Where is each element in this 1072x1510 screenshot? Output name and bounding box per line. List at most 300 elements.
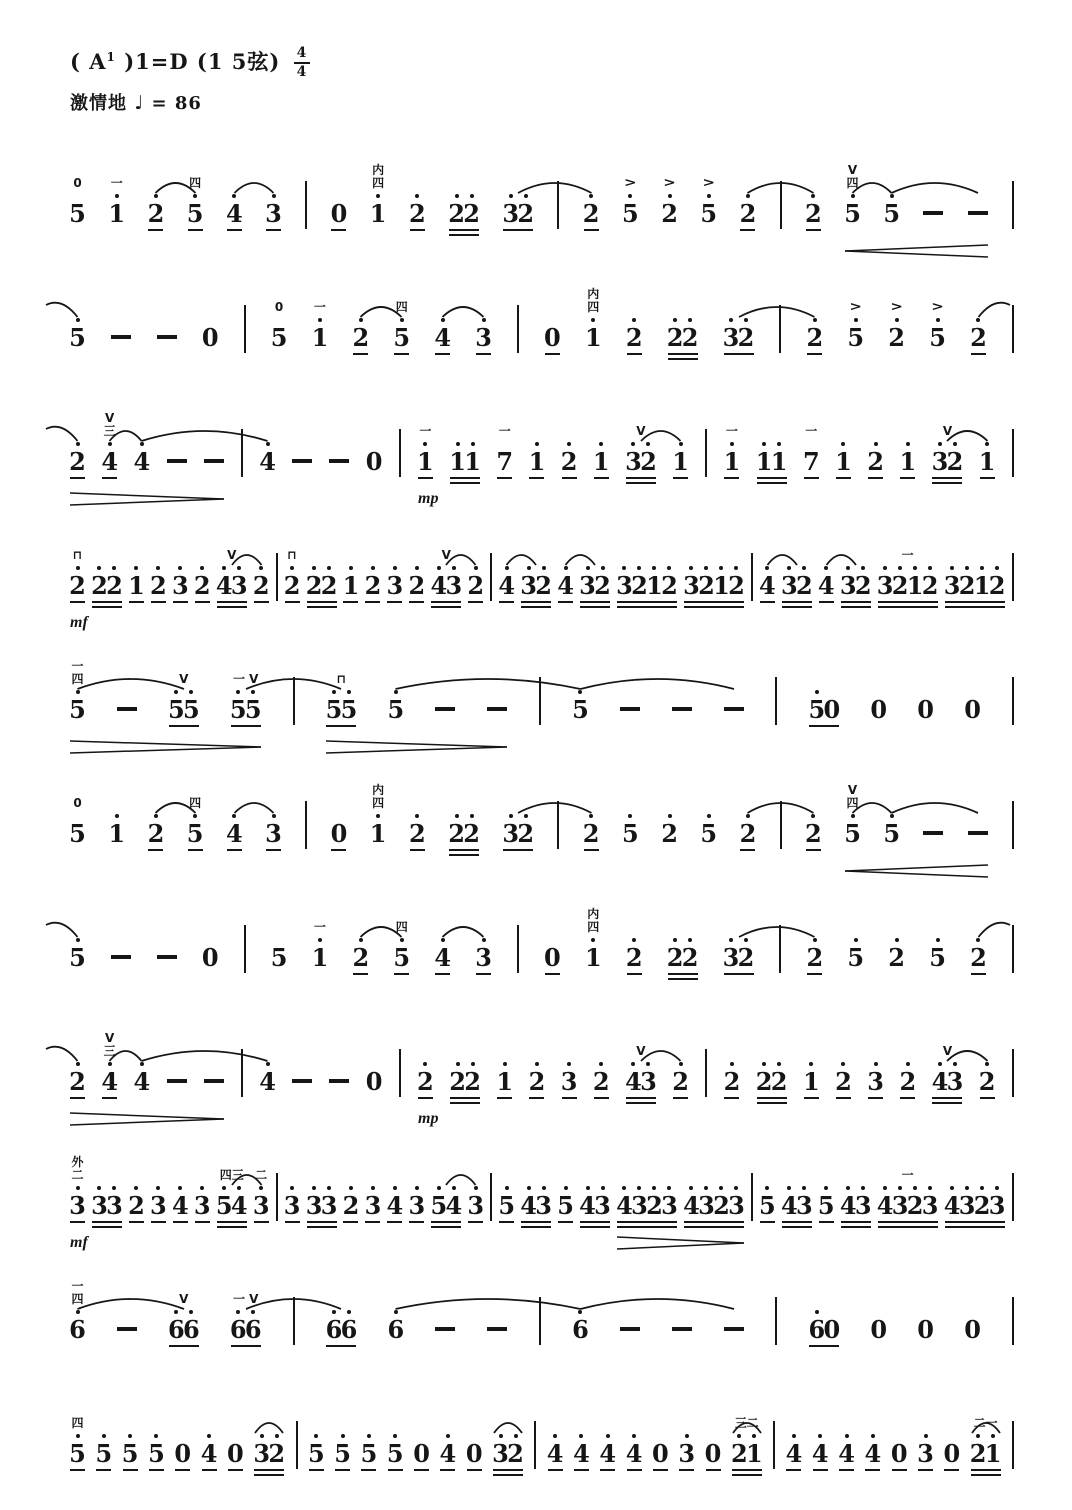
barline [1012, 1421, 1014, 1469]
decrescendo-hairpin [70, 493, 224, 499]
duration-dash [329, 1079, 349, 1083]
note-5: 5 [270, 943, 288, 973]
note-1: 1 [109, 811, 124, 859]
note-2: 2 [584, 811, 599, 859]
barline [1012, 1173, 1014, 1221]
bowing-fingering-annotation: V [441, 548, 451, 562]
dynamic-mf: mf [70, 1234, 88, 1252]
duration-dash [968, 831, 988, 835]
note-5: 5 [884, 811, 899, 859]
note-43: V 4 3 [932, 1045, 962, 1107]
duration-dash [292, 1079, 312, 1083]
bowing-fingering-annotation: 四 [395, 300, 408, 314]
note-66: V 6 6 [169, 1293, 199, 1355]
barline [490, 1173, 492, 1221]
note-21: 二一 2 1 [971, 1417, 1001, 1479]
barline [1012, 181, 1014, 229]
score-line-8 [69, 1013, 1014, 1128]
barline [539, 677, 541, 725]
barline [296, 1421, 298, 1469]
duration-dash [329, 459, 349, 463]
rest-0: 0 [467, 1431, 482, 1479]
bowing-fingering-annotation: V [942, 1044, 953, 1058]
note-5: 5 [149, 1431, 164, 1479]
decrescendo-hairpin [70, 499, 224, 505]
note-5: 四 5 [70, 1417, 85, 1479]
bowing-fingering-annotation: 一 [419, 424, 432, 438]
note-2: 2 [627, 315, 642, 363]
decrescendo-hairpin [617, 1243, 744, 1249]
note-4: 4 [440, 1431, 455, 1479]
bowing-fingering-annotation: 一 [110, 176, 123, 190]
barline [517, 305, 519, 353]
note-5: > 5 [700, 174, 718, 229]
score-line-1 [70, 145, 1014, 239]
note-22: 2 2 [450, 1059, 480, 1107]
barline [775, 677, 777, 725]
note-2: 2 [584, 191, 599, 239]
bowing-fingering-annotation: 二 [255, 1168, 268, 1182]
note-32: 3 2 [493, 1431, 523, 1479]
note-43: V 4 3 [217, 549, 247, 611]
note-22: 2 2 [92, 563, 122, 611]
barline [773, 1421, 775, 1469]
accent-mark: > [890, 298, 903, 314]
bowing-fingering-annotation: 内 四 [587, 286, 600, 314]
score-line-3 [69, 393, 1014, 508]
note-1: 一 1 [108, 176, 126, 229]
note-4: V 三 4 [102, 1032, 117, 1107]
note-4: 4 [574, 1431, 589, 1479]
note-4: 4 [627, 1431, 642, 1479]
duration-dash [487, 707, 507, 711]
note-5: 5 [701, 811, 716, 859]
note-3: 3 [151, 1183, 166, 1231]
bowing-fingering-annotation: 一 [805, 424, 818, 438]
bowing-fingering-annotation: 0 [73, 796, 82, 810]
rest-0: 0 [365, 1067, 383, 1097]
note-2: 2 [662, 811, 677, 859]
barline [534, 1421, 536, 1469]
note-4323: 4 3 2 3 [945, 1183, 1005, 1231]
rest-0: 0 [917, 1315, 934, 1345]
note-1: 内 四 1 [584, 906, 602, 973]
dynamic-mp: mp [418, 490, 439, 508]
barline [705, 1049, 707, 1097]
score [70, 145, 1014, 1479]
note-22: 2 2 [757, 1059, 787, 1107]
note-2: 2 [410, 191, 425, 239]
note-5: 5 [930, 935, 945, 983]
bowing-fingering-annotation: 一 [313, 300, 326, 314]
note-22: 2 2 [449, 811, 479, 859]
bowing-fingering-annotation: 四 [395, 920, 408, 934]
note-1: 1 [497, 1059, 512, 1107]
note-5: 5 [558, 1183, 573, 1231]
note-2: 2 [70, 439, 85, 487]
note-32: 3 2 [254, 1431, 284, 1479]
bowing-fingering-annotation: 0 [274, 300, 284, 314]
bowing-fingering-annotation: 一 [313, 920, 326, 934]
score-line-2 [70, 269, 1014, 363]
note-6: 6 [573, 1307, 588, 1355]
note-2: > 2 [888, 298, 905, 353]
note-4: 4 [134, 1059, 149, 1107]
note-55: V 5 5 [169, 673, 199, 735]
barline [539, 1297, 541, 1345]
barline [293, 677, 295, 725]
bowing-fingering-annotation: 二一 [973, 1416, 998, 1430]
decrescendo-hairpin [70, 747, 261, 753]
duration-dash [111, 335, 131, 339]
bowing-fingering-annotation: V [179, 1292, 189, 1306]
note-3: 3 [285, 1183, 300, 1231]
note-5: > 5 [847, 298, 865, 353]
bowing-fingering-annotation: 一 四 [71, 1278, 84, 1306]
note-43: V 4 3 [431, 549, 461, 611]
slur-tie-arc [396, 679, 581, 689]
note-2: 2 [806, 191, 821, 239]
rest-0: 0 [545, 935, 560, 983]
note-2: 2 [806, 811, 821, 859]
note-4323: 4 3 2 3 [617, 1183, 677, 1231]
rest-0: 0 [228, 1431, 243, 1479]
note-33: 3 3 [307, 1183, 337, 1231]
note-3212: 一 3 2 1 2 [878, 549, 938, 611]
duration-dash [435, 1327, 455, 1331]
note-60: 6 0 [809, 1307, 839, 1355]
rest-0: 0 [175, 1431, 190, 1479]
bowing-fingering-annotation: V 四 [846, 782, 859, 810]
note-5: 5 [309, 1431, 324, 1479]
barline [276, 553, 278, 601]
note-5: 四 5 [394, 921, 409, 983]
time-signature-numerator: 4 [294, 46, 311, 64]
note-5: 四 5 [394, 301, 409, 363]
note-3: 二 3 [254, 1169, 269, 1231]
note-4: 4 [227, 191, 242, 239]
barline [705, 429, 707, 477]
barline [557, 181, 559, 229]
bowing-fingering-annotation: V [179, 672, 189, 686]
barline [244, 925, 246, 973]
note-2: ⊓ 2 [70, 549, 85, 611]
note-2: 2 [980, 1059, 995, 1107]
note-2: 2 [468, 563, 483, 611]
duration-dash [923, 831, 943, 835]
note-43: V 4 3 [626, 1045, 656, 1107]
note-2: 2 [807, 315, 822, 363]
note-1: 内 四 1 [369, 162, 387, 229]
note-3: 外 二 3 [70, 1156, 85, 1231]
decrescendo-hairpin [70, 1113, 224, 1119]
note-4: 4 [819, 563, 834, 611]
decrescendo-hairpin [70, 1119, 224, 1125]
accent-mark: > [931, 298, 944, 314]
score-line-11 [70, 1385, 1014, 1479]
score-line-6 [70, 765, 1014, 859]
note-2: 2 [151, 563, 166, 611]
rest-0: 0 [331, 191, 346, 239]
accent-mark: > [663, 174, 676, 190]
rest-0: 0 [201, 943, 219, 973]
barline [305, 801, 307, 849]
tempo-marking [70, 89, 1014, 115]
slur-tie-arc [396, 1299, 581, 1309]
duration-dash [620, 707, 640, 711]
note-1: 1 [343, 563, 358, 611]
note-2: 2 [562, 439, 577, 487]
note-5: 四 5 [188, 177, 203, 239]
key-text: )1=D (1 5弦) [115, 49, 281, 74]
note-5: 5 [623, 811, 638, 859]
note-5: 四 5 [188, 797, 203, 859]
barline [1012, 801, 1014, 849]
key-superscript: 1 [106, 50, 116, 64]
barline [557, 801, 559, 849]
barline [490, 553, 492, 601]
note-33: 3 3 [92, 1183, 122, 1231]
note-32: V 3 2 [626, 425, 656, 487]
crescendo-hairpin [845, 245, 988, 251]
note-3: 3 [476, 935, 491, 983]
rest-0: 0 [414, 1431, 429, 1479]
note-2: > 2 [661, 174, 678, 229]
note-4: 4 [548, 1431, 563, 1479]
note-5: 5 [848, 935, 863, 983]
bowing-fingering-annotation: 一 V [232, 1292, 259, 1306]
bowing-fingering-annotation: ⊓ [336, 672, 347, 686]
duration-dash [672, 707, 692, 711]
note-1: 内 四 1 [584, 286, 602, 353]
note-3: 3 [387, 563, 402, 611]
note-32: 3 2 [841, 563, 871, 611]
duration-dash [724, 707, 744, 711]
duration-dash [968, 211, 988, 215]
bowing-fingering-annotation: 四三 [219, 1168, 244, 1182]
bowing-fingering-annotation: V 四 [846, 162, 859, 190]
duration-dash [923, 211, 943, 215]
note-2: 2 [889, 935, 904, 983]
bowing-fingering-annotation: V 三 [103, 410, 116, 438]
note-1: 一 1 [724, 425, 739, 487]
note-2: 2 [410, 811, 425, 859]
note-2: 2 [594, 1059, 609, 1107]
score-line-9 [69, 1137, 1014, 1252]
note-11: 1 1 [450, 439, 480, 487]
decrescendo-hairpin [70, 741, 261, 747]
barline [241, 1049, 243, 1097]
accent-mark: > [624, 174, 637, 190]
note-1: 1 [529, 439, 544, 487]
note-21: 三二 2 1 [732, 1417, 762, 1479]
note-1: 内 四 1 [369, 782, 387, 849]
barline [1012, 553, 1014, 601]
note-2: 2 [724, 1059, 739, 1107]
bowing-fingering-annotation: 一 [901, 1168, 914, 1182]
note-5: 5 [361, 1431, 376, 1479]
note-5: 5 [70, 935, 85, 983]
note-3: 3 [195, 1183, 210, 1231]
note-4: 4 [435, 935, 450, 983]
note-4: 4 [134, 439, 149, 487]
rest-0: 0 [365, 447, 383, 477]
rest-0: 0 [706, 1431, 721, 1479]
duration-dash [724, 1327, 744, 1331]
note-4: 4 [786, 1431, 801, 1479]
bowing-fingering-annotation: 三二 [734, 1416, 759, 1430]
time-signature [294, 46, 311, 79]
barline [779, 305, 781, 353]
note-3: 3 [266, 191, 281, 239]
rest-0: 0 [545, 315, 560, 363]
slur-tie-arc [892, 803, 979, 813]
note-1: 一 1 [311, 300, 329, 353]
note-2: 2 [195, 563, 210, 611]
note-66: 一 V 6 6 [231, 1293, 261, 1355]
barline [1012, 1049, 1014, 1097]
note-3212: 3 2 1 2 [684, 563, 744, 611]
rest-0: 0 [964, 695, 981, 725]
barline [1012, 305, 1014, 353]
duration-dash [435, 707, 455, 711]
note-1: 1 [980, 439, 995, 487]
header [70, 46, 1014, 115]
barline [293, 1297, 295, 1345]
bowing-fingering-annotation: ⊓ [287, 548, 297, 562]
rest-0: 0 [964, 1315, 981, 1345]
duration-dash [117, 707, 137, 711]
bowing-fingering-annotation: 一 [725, 424, 738, 438]
note-2: 2 [343, 1183, 358, 1231]
note-22: 2 2 [449, 191, 479, 239]
note-55: 一 V 5 5 [231, 673, 261, 735]
note-3: 3 [918, 1431, 933, 1479]
note-4: 4 [839, 1431, 854, 1479]
note-2: 2 [868, 439, 883, 487]
bowing-fingering-annotation: 四 [189, 176, 202, 190]
slur-tie-arc [581, 679, 735, 689]
note-5: 5 [573, 687, 588, 735]
crescendo-hairpin [845, 865, 988, 871]
duration-dash [292, 459, 312, 463]
note-2: 2 [353, 315, 368, 363]
note-4: 4 [260, 439, 275, 487]
bowing-fingering-annotation: V [227, 548, 237, 562]
note-5: 5 [760, 1183, 775, 1231]
note-54: 四三 5 4 [217, 1169, 247, 1231]
note-3212: 3 2 1 2 [945, 563, 1005, 611]
note-5: > 5 [622, 174, 639, 229]
bowing-fingering-annotation: 四 [189, 796, 202, 810]
note-3: 3 [868, 1059, 883, 1107]
bowing-fingering-annotation: 一 [901, 548, 914, 562]
barline [1012, 677, 1014, 725]
duration-dash [204, 459, 224, 463]
score-line-7 [70, 889, 1014, 983]
duration-dash [117, 1327, 137, 1331]
note-7: 一 7 [804, 425, 819, 487]
duration-dash [204, 1079, 224, 1083]
bowing-fingering-annotation: 四 [71, 1416, 84, 1430]
score-line-10 [70, 1261, 1014, 1355]
barline [399, 429, 401, 477]
note-1: 1 [594, 439, 609, 487]
note-2: 2 [900, 1059, 915, 1107]
note-2: 2 [740, 811, 755, 859]
decrescendo-hairpin [326, 747, 507, 753]
note-32: 3 2 [782, 563, 812, 611]
note-3: 3 [679, 1431, 694, 1479]
note-5: 0 5 [69, 176, 86, 229]
note-4: V 三 4 [102, 412, 117, 487]
key-prefix: ( A [70, 49, 107, 74]
barline [305, 181, 307, 229]
barline [276, 1173, 278, 1221]
bowing-fingering-annotation: 内 四 [372, 782, 385, 810]
note-2: 2 [836, 1059, 851, 1107]
note-4: 4 [760, 563, 775, 611]
note-5: 5 [335, 1431, 350, 1479]
note-32: 3 2 [724, 315, 754, 363]
barline [779, 925, 781, 973]
note-4323: 一 4 3 2 3 [878, 1169, 938, 1231]
note-2: 2 [418, 1059, 433, 1107]
note-4: 4 [499, 563, 514, 611]
note-2: 2 [971, 315, 986, 363]
note-3: 3 [476, 315, 491, 363]
note-4: 4 [558, 563, 573, 611]
note-43: 4 3 [841, 1183, 871, 1231]
barline [1012, 429, 1014, 477]
bowing-fingering-annotation: V [942, 424, 953, 438]
accent-mark: > [849, 298, 862, 314]
note-4: 4 [600, 1431, 615, 1479]
duration-dash [487, 1327, 507, 1331]
note-6: 6 [388, 1307, 403, 1355]
note-1: 1 [900, 439, 915, 487]
tempo-value: = 86 [151, 93, 202, 115]
rest-0: 0 [892, 1431, 907, 1479]
note-4: 4 [813, 1431, 828, 1479]
note-5: 5 [96, 1431, 111, 1479]
note-5: 5 [884, 191, 899, 239]
crescendo-hairpin [845, 871, 988, 877]
bowing-fingering-annotation: 0 [73, 176, 82, 190]
bowing-fingering-annotation: V 三 [103, 1030, 116, 1058]
note-3: 3 [409, 1183, 424, 1231]
note-4323: 4 3 2 3 [684, 1183, 744, 1231]
note-2: 2 [807, 935, 822, 983]
note-1: 一 1 [418, 425, 433, 487]
note-2: 2 [971, 935, 986, 983]
duration-dash [157, 335, 177, 339]
note-2: 2 [409, 563, 424, 611]
note-50: 5 0 [809, 687, 839, 735]
note-5: 5 [388, 1431, 403, 1479]
slur-tie-arc [581, 1299, 735, 1309]
note-2: 2 [673, 1059, 688, 1107]
note-5: 0 5 [270, 300, 288, 353]
barline [241, 429, 243, 477]
score-line-5 [70, 641, 1014, 735]
notation-overlay [70, 765, 1014, 859]
bowing-fingering-annotation: V [636, 1044, 646, 1058]
note-11: 1 1 [757, 439, 787, 487]
accent-mark: > [702, 174, 716, 190]
note-43: 4 3 [580, 1183, 610, 1231]
note-5: V 四 5 [844, 782, 861, 849]
